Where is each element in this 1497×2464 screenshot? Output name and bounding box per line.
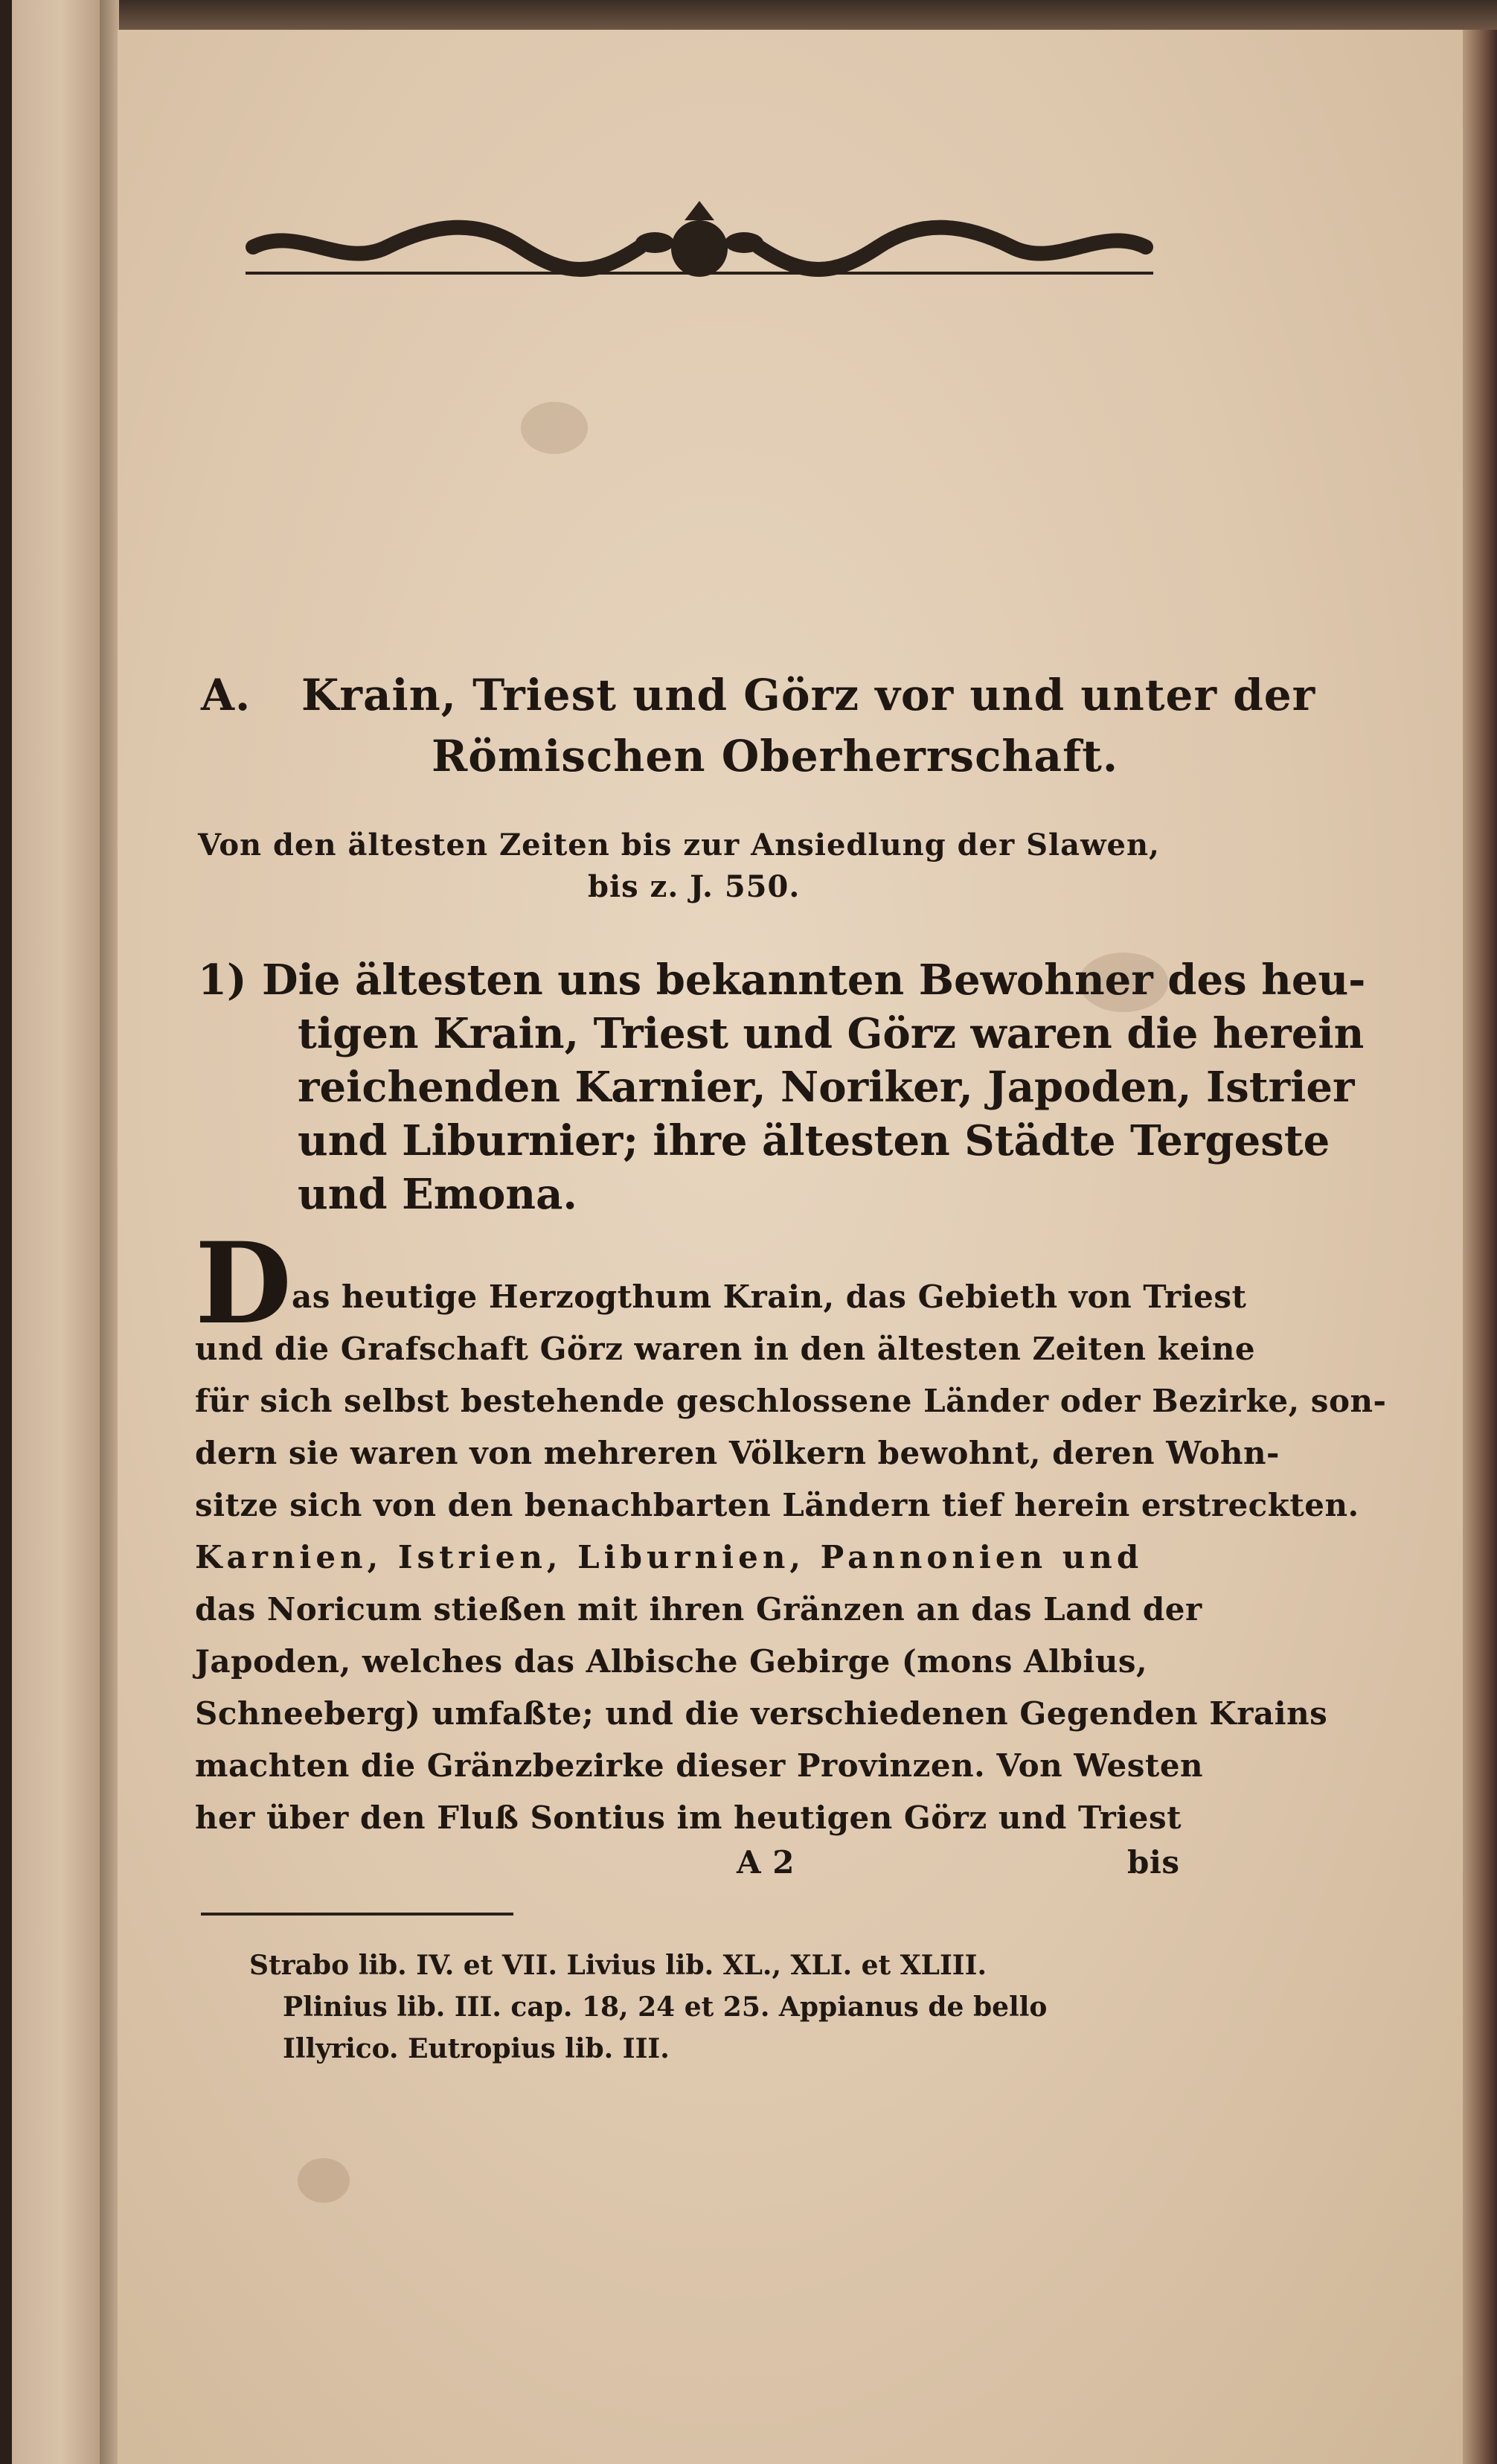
section-line: und Liburnier; ihre ältesten Städte Tergeste	[298, 1116, 1330, 1165]
book-top-edge	[0, 0, 1497, 30]
body-line: dern sie waren von mehreren Völkern bewohnt, deren Wohn-	[195, 1435, 1280, 1471]
body-line: Schneeberg) umfaßte; und die verschiedenen Gegenden Krains	[195, 1695, 1328, 1732]
left-page-edge	[12, 0, 101, 2464]
footnote-line: Strabo lib. IV. et VII. Livius lib. XL., XLI. et XLIII.	[249, 1950, 987, 1981]
footnote-line: Plinius lib. III. cap. 18, 24 et 25. Appianus de bello	[283, 1991, 1048, 2023]
book-spine	[0, 0, 12, 2464]
book-fore-edge	[1463, 30, 1497, 2464]
body-line: für sich selbst bestehende geschlossene Länder oder Bezirke, son-	[195, 1383, 1387, 1419]
body-line: Karnien, Istrien, Liburnien, Pannonien und	[195, 1539, 1144, 1575]
section-line: Die ältesten uns bekannten Bewohner des heu-	[262, 956, 1366, 1005]
section-line: und Emona.	[298, 1170, 577, 1219]
heading-letter: A.	[201, 670, 251, 720]
body-line: her über den Fluß Sontius im heutigen Görz und Triest	[195, 1799, 1182, 1836]
page-paper	[118, 30, 1463, 2464]
section-line: tigen Krain, Triest und Görz waren die herein	[298, 1009, 1365, 1058]
subheading-line-2: bis z. J. 550.	[588, 869, 801, 904]
subheading-line-1: Von den ältesten Zeiten bis zur Ansiedlung der Slawen,	[198, 828, 1160, 863]
catchword: bis	[1127, 1844, 1180, 1881]
signature-mark: A 2	[737, 1844, 795, 1881]
paper-stain	[298, 2158, 350, 2203]
body-line: as heutige Herzogthum Krain, das Gebieth von Triest	[292, 1279, 1247, 1315]
paper-stain	[521, 402, 588, 454]
section-number: 1)	[198, 956, 247, 1005]
body-line: machten die Gränzbezirke dieser Provinzen. Von Westen	[195, 1747, 1204, 1784]
body-line: Japoden, welches das Albische Gebirge (mons Albius,	[195, 1643, 1148, 1680]
page-gutter	[100, 0, 119, 2464]
body-line: und die Grafschaft Görz waren in den ältesten Zeiten keine	[195, 1331, 1256, 1367]
section-line: reichenden Karnier, Noriker, Japoden, Istrier	[298, 1063, 1355, 1112]
body-line: das Noricum stießen mit ihren Gränzen an das Land der	[195, 1591, 1202, 1628]
body-line: sitze sich von den benachbarten Ländern tief herein erstreckten.	[195, 1487, 1359, 1523]
footnote-rule	[201, 1913, 513, 1916]
heading-line-1: Krain, Triest und Görz vor und unter der	[301, 670, 1316, 720]
footnote-line: Illyrico. Eutropius lib. III.	[283, 2033, 670, 2064]
drop-cap: D	[195, 1218, 292, 1349]
serpent-ornament	[238, 195, 1161, 292]
heading-line-2: Römischen Oberherrschaft.	[432, 731, 1119, 781]
